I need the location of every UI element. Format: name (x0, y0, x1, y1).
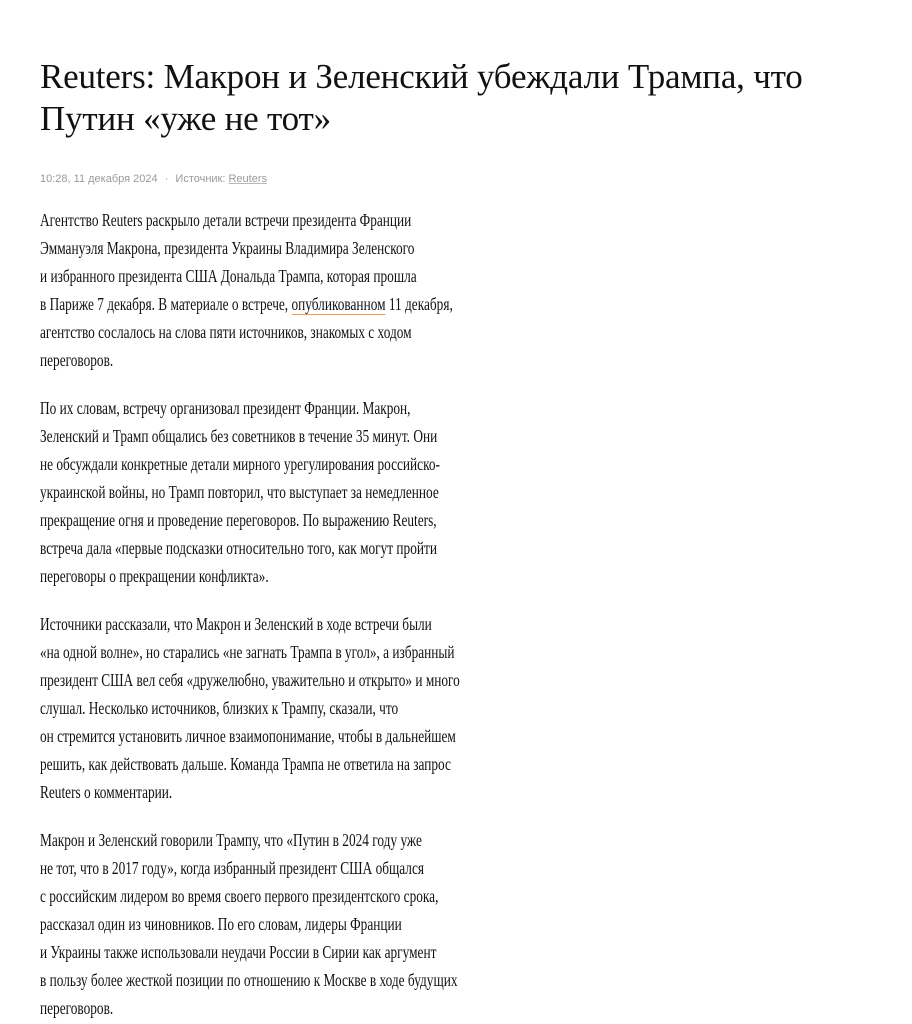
text-line: «на одной волне», но старались «не загнать Трампа в угол», а избранный (40, 642, 455, 662)
text-line: он стремится установить личное взаимопонимание, чтобы в дальнейшем (40, 726, 456, 746)
text-line: По их словам, встречу организовал президент Франции. Макрон, (40, 398, 411, 418)
text-line: Источники рассказали, что Макрон и Зеленский в ходе встречи были (40, 614, 432, 634)
text-line: Эммануэля Макрона, президента Украины Владимира Зеленского (40, 238, 415, 258)
source-label: Источник: (175, 173, 226, 185)
text-line: Зеленский и Трамп общались без советников в течение 35 минут. Они (40, 426, 438, 446)
text-line: и Украины также использовали неудачи России в Сирии как аргумент (40, 942, 437, 962)
text-line: Макрон и Зеленский говорили Трампу, что «Путин в 2024 году уже (40, 830, 422, 850)
text-line: встреча дала «первые подсказки относительно того, как могут пройти (40, 538, 437, 558)
text-line: переговоров. (40, 350, 114, 370)
text-line: с российским лидером во время своего первого президентского срока, (40, 886, 439, 906)
headline-line: Путин «уже не тот» (40, 99, 331, 138)
text-line: не обсуждали конкретные детали мирного урегулирования российско- (40, 454, 440, 474)
text-line: и избранного президента США Дональда Трампа, которая прошла (40, 266, 417, 286)
text-line: в пользу более жесткой позиции по отношению к Москве в ходе будущих (40, 970, 458, 990)
text-line: не тот, что в 2017 году», когда избранный президент США общался (40, 858, 424, 878)
article-body (40, 206, 912, 1022)
text-line-with-link (40, 290, 685, 318)
paragraph-4 (40, 826, 912, 1022)
meta-separator: · (164, 173, 169, 185)
article-meta (40, 172, 912, 186)
headline (40, 56, 912, 140)
publish-time: 10:28, 11 декабря 2024 (40, 173, 158, 185)
text-line: агентство сослалось на слова пяти источников, знакомых с ходом (40, 322, 412, 342)
text-line: Reuters о комментарии. (40, 782, 173, 802)
text-line: решить, как действовать дальше. Команда Трампа не ответила на запрос (40, 754, 451, 774)
paragraph-1 (40, 206, 912, 374)
published-article-link[interactable]: опубликованном (291, 294, 386, 314)
text-line: президент США вел себя «дружелюбно, уважительно и открыто» и много (40, 670, 460, 690)
paragraph-3 (40, 610, 912, 806)
paragraph-2 (40, 394, 912, 590)
headline-line: Reuters: Макрон и Зеленский убеждали Трампа, что (40, 57, 803, 96)
text-line: слушал. Несколько источников, близких к Трампу, сказали, что (40, 698, 399, 718)
text-line: украинской войны, но Трамп повторил, что выступает за немедленное (40, 482, 439, 502)
text-fragment: в Париже 7 декабря. В материале о встрече, (40, 294, 292, 314)
text-line: переговоров. (40, 998, 114, 1018)
text-line: рассказал один из чиновников. По его словам, лидеры Франции (40, 914, 402, 934)
text-fragment: 11 декабря, (385, 294, 453, 314)
source-link[interactable]: Reuters (228, 173, 268, 185)
text-line: Агентство Reuters раскрыло детали встречи президента Франции (40, 210, 412, 230)
text-line: прекращение огня и проведение переговоров. По выражению Reuters, (40, 510, 437, 530)
text-line: переговоры о прекращении конфликта». (40, 566, 269, 586)
